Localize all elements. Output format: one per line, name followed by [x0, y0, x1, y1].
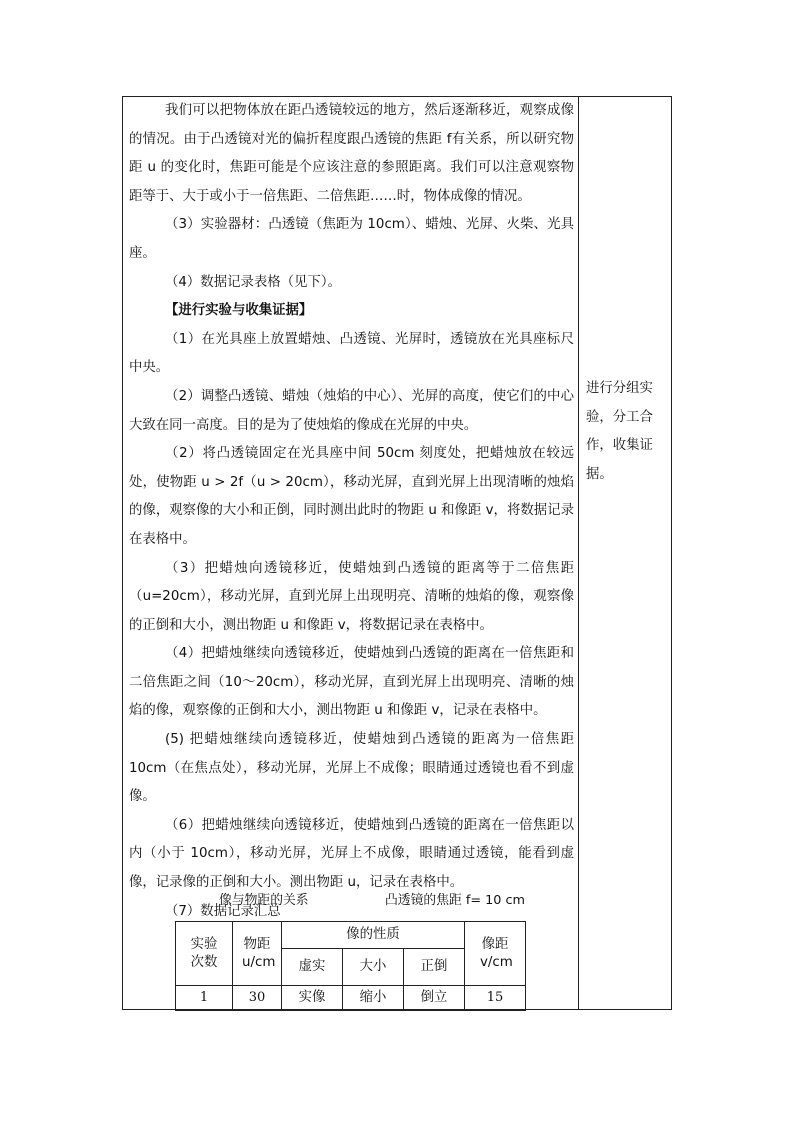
step-2-adjust: （2）调整凸透镜、蜡烛（烛焰的中心）、光屏的高度，使它们的中心大致在同一高度。目的是为了使烛焰的像成在光屏的中央。 [129, 388, 574, 433]
main-content-cell [129, 97, 574, 926]
cell-object-distance: 30 [233, 986, 282, 1011]
table-row [176, 986, 526, 1011]
cell-size: 缩小 [343, 986, 404, 1011]
header-real-virtual: 虚实 [282, 949, 343, 986]
step-1: （1）在光具座上放置蜡烛、凸透镜、光屏时，透镜放在光具座标尺中央。 [129, 331, 574, 376]
step-4: （4）把蜡烛继续向透镜移近，使蜡烛到凸透镜的距离在一倍焦距和二倍焦距之间（10～20cm），移动光屏，直到光屏上出现明亮、清晰的烛焰的像，观察像的正倒和大小，测出物距 u 和像距 v，记录在表格中。 [129, 646, 574, 719]
side-note: 进行分组实验，分工合作，收集证据。 [586, 381, 653, 482]
paragraph-table-note: （4）数据记录表格（见下）。 [165, 274, 341, 290]
section-heading: 【进行实验与收集证据】 [165, 303, 313, 319]
header-orientation: 正倒 [404, 949, 465, 986]
cell-orientation: 倒立 [404, 986, 465, 1011]
header-image-distance: 像距v/cm [480, 936, 513, 970]
paragraph-intro: 我们可以把物体放在距凸透镜较远的地方，然后逐渐移近，观察成像的情况。由于凸透镜对光的偏折程度跟凸透镜的焦距 f有关系，所以研究物距 u 的变化时，焦距可能是个应该注意的参照距离。我们可以注意观察物距等于、大于或小于一倍焦距、二倍焦距……时，物体成像的情况。 [129, 103, 574, 204]
step-7: （7）数据记录汇总 [165, 903, 281, 919]
header-image-nature: 像的性质 [282, 922, 465, 949]
cell-trial: 1 [176, 986, 233, 1011]
step-3: （3）把蜡烛向透镜移近，使蜡烛到凸透镜的距离等于二倍焦距（u=20cm），移动光屏，直到光屏上出现明亮、清晰的烛焰的像，观察像的正倒和大小，测出物距 u 和像距 v，将数据记录在表格中。 [129, 560, 574, 633]
cell-image-distance: 15 [465, 986, 526, 1011]
header-object-distance: 物距u/cm [242, 936, 276, 970]
column-divider [578, 97, 579, 1009]
header-trial: 实验次数 [190, 936, 218, 970]
caption-title: 像与物距的关系 [219, 893, 309, 908]
step-5: (5) 把蜡烛继续向透镜移近，使蜡烛到凸透镜的距离为一倍焦距 10cm（在焦点处），移动光屏，光屏上不成像；眼睛通过透镜也看不到虚像。 [129, 732, 574, 805]
step-6: （6）把蜡烛继续向透镜移近，使蜡烛到凸透镜的距离在一倍焦距以内（小于 10cm），移动光屏，光屏上不成像，眼睛通过透镜，能看到虚像，记录像的正倒和大小。测出物距 u，记录在表格中。 [129, 817, 574, 891]
paragraph-equipment: （3）实验器材：凸透镜（焦距为 10cm）、蜡烛、光屏、火柴、光具座。 [129, 217, 574, 261]
step-2-fix-lens: （2）将凸透镜固定在光具座中间 50cm 刻度处，把蜡烛放在较远处，使物距 u > 2f（u > 20cm），移动光屏，直到光屏上出现清晰的烛焰的像，观察像的大小和正倒，同时测出此时的物距 u 和像距 v，将数据记录在表格中。 [129, 446, 574, 547]
cell-real-virtual: 实像 [282, 986, 343, 1011]
header-size: 大小 [343, 949, 404, 986]
data-record-table [175, 921, 526, 1011]
caption-focal-length: 凸透镜的焦距 f= 10 cm [385, 893, 525, 908]
lesson-table-frame [122, 96, 672, 1010]
